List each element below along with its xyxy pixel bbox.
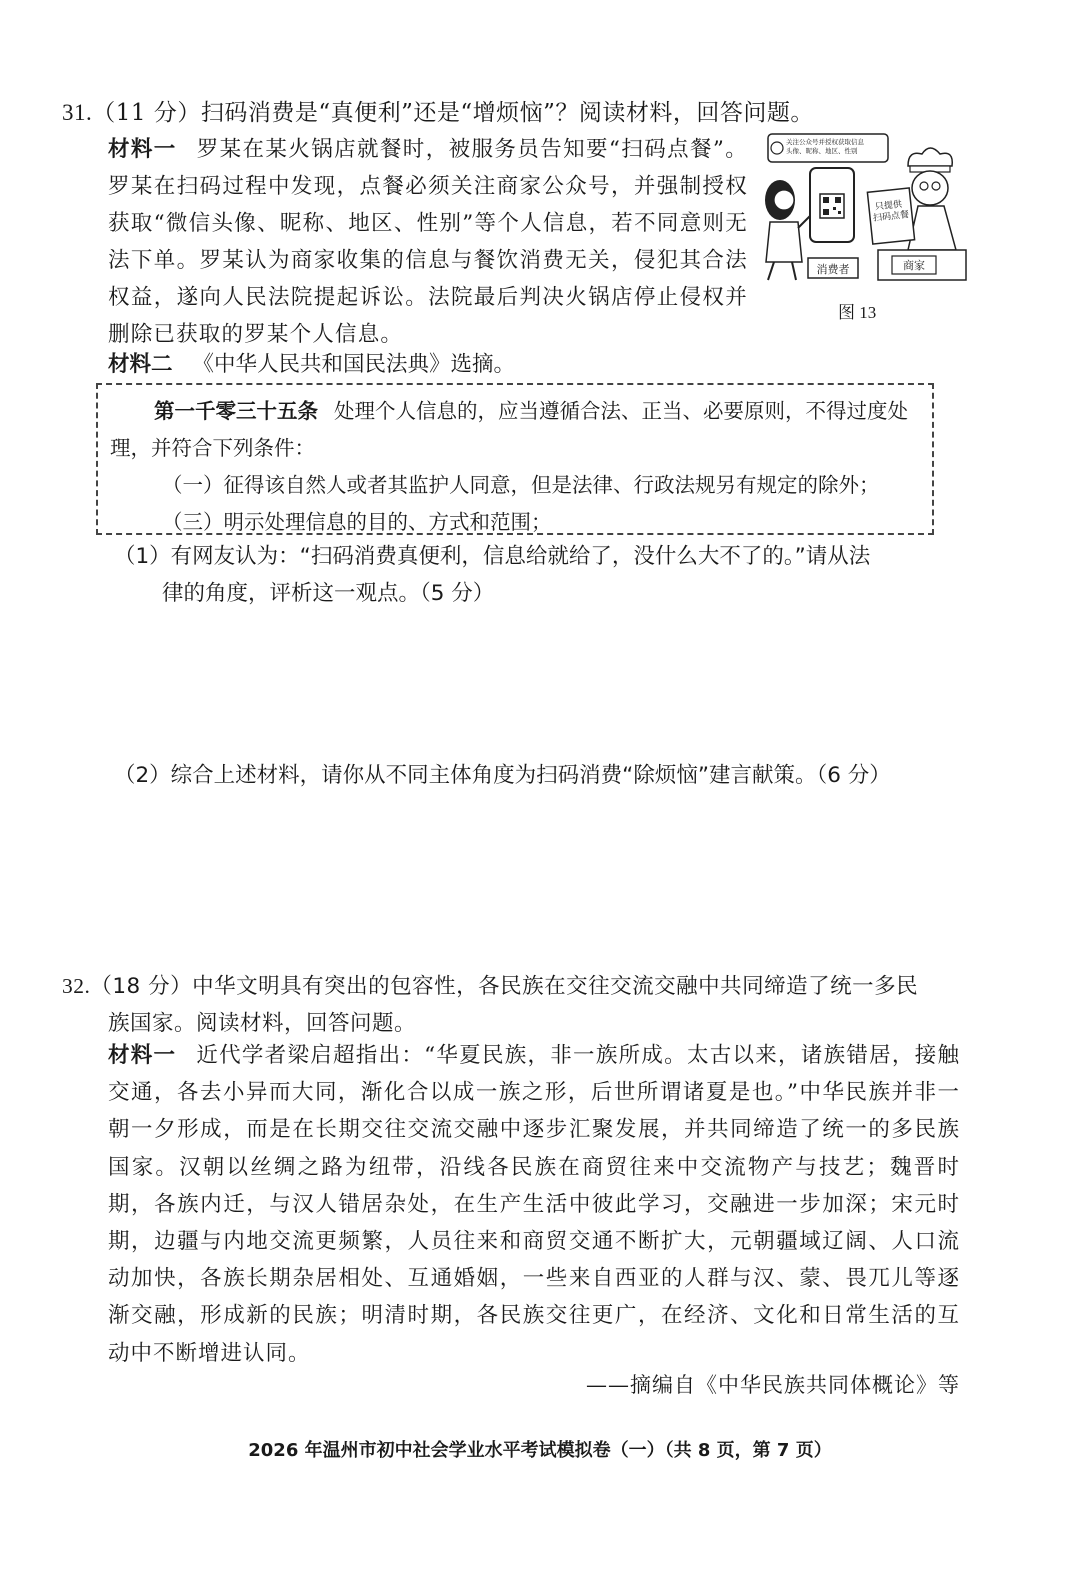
q31-number: 31. (62, 100, 93, 125)
sign-text: 只提供 扫码点餐 (872, 199, 910, 224)
q31-sub1-line1: （1）有网友认为：“扫码消费真便利，信息给就给了，没什么大不了的。”请从法 (114, 544, 871, 569)
consumer-label: 消费者 (816, 263, 850, 276)
law-item: （三）明示处理信息的目的、方式和范围； (162, 510, 552, 534)
law-article-intro: 处理个人信息的，应当遵循合法、正当、必要原则，不得过度处理，并符合下列条件： (110, 399, 908, 460)
q31-material1-label: 材料一 (108, 137, 177, 162)
q31-sub1 (114, 538, 870, 612)
avatar-icon (771, 142, 783, 154)
law-article-line (110, 393, 920, 467)
q31-material1-text: 罗某在某火锅店就餐时，被服务员告知要“扫码点餐”。罗某在扫码过程中发现，点餐必须关注商家公众号，并强制授权获取“微信头像、昵称、地区、性别”等个人信息，若不同意则无法下单。罗某认为商家收集的信息与餐饮消费无关，侵犯其合法权益，遂向人民法院提起诉讼。法院最后判决火锅店停止侵权并删除已获取的罗某个人信息。 (108, 137, 748, 347)
law-excerpt-box (96, 383, 934, 535)
figure-caption: 图 13 (838, 303, 877, 322)
q32-material1-label: 材料一 (108, 1043, 177, 1068)
law-article-number: 第一千零三十五条 (154, 399, 318, 423)
q31-material2-label: 材料二 (108, 352, 173, 377)
q32-material1 (108, 1037, 960, 1372)
q32-material1-text: 近代学者梁启超指出：“华夏民族，非一族所成。太古以来，诸族错居，接触交通，各去小异而大同，渐化合以成一族之形，后世所谓诸夏是也。”中华民族并非一朝一夕形成，而是在长期交往交流交融中逐步汇聚发展，并共同缔造了统一的多民族国家。汉朝以丝绸之路为纽带，沿线各民族在商贸往来中交流物产与技艺；魏晋时期，各族内迁，与汉人错居杂处，在生产生活中彼此学习，交融进一步加深；宋元时期，边疆与内地交流更频繁，人员往来和商贸交通不断扩大，元朝疆域辽阔、人口流动加快，各族长期杂居相处、互通婚姻，一些来自西亚的人群与汉、蒙、畏兀儿等逐渐交融，形成新的民族；明清时期，各民族交往更广，在经济、文化和日常生活的互动中不断增进认同。 (108, 1043, 960, 1366)
bubble-text: 关注公众号并授权获取信息 头像、昵称、地区、性别 (786, 138, 864, 155)
q31-material1 (108, 131, 748, 353)
merchant-label: 商家 (903, 259, 925, 272)
q32-header (62, 968, 918, 1042)
q32-source: ——摘编自《中华民族共同体概论》等 (586, 1373, 960, 1397)
q31-material2-text: 《中华人民共和国民法典》选摘。 (192, 352, 516, 377)
cartoon-illustration (758, 132, 968, 292)
q31-sub2: （2）综合上述材料，请你从不同主体角度为扫码消费“除烦恼”建言献策。（6 分） (114, 763, 891, 788)
chef-hat-icon (908, 148, 952, 166)
q31-header-text: （11 分）扫码消费是“真便利”还是“增烦恼”？阅读材料，回答问题。 (92, 100, 814, 126)
q31-material2 (108, 346, 515, 383)
q32-header-line1: （18 分）中华文明具有突出的包容性，各民族在交往交流交融中共同缔造了统一多民 (90, 974, 919, 999)
q31-sub1-line2: 律的角度，评析这一观点。（5 分） (162, 581, 495, 606)
law-item: （一）征得该自然人或者其监护人同意，但是法律、行政法规另有规定的除外； (162, 473, 880, 497)
q32-number: 32. (62, 974, 91, 998)
q32-header-line2: 族国家。阅读材料，回答问题。 (108, 1011, 417, 1036)
q31-header (62, 96, 814, 130)
page-footer: 2026 年温州市初中社会学业水平考试模拟卷（一）（共 8 页，第 7 页） (248, 1440, 832, 1461)
